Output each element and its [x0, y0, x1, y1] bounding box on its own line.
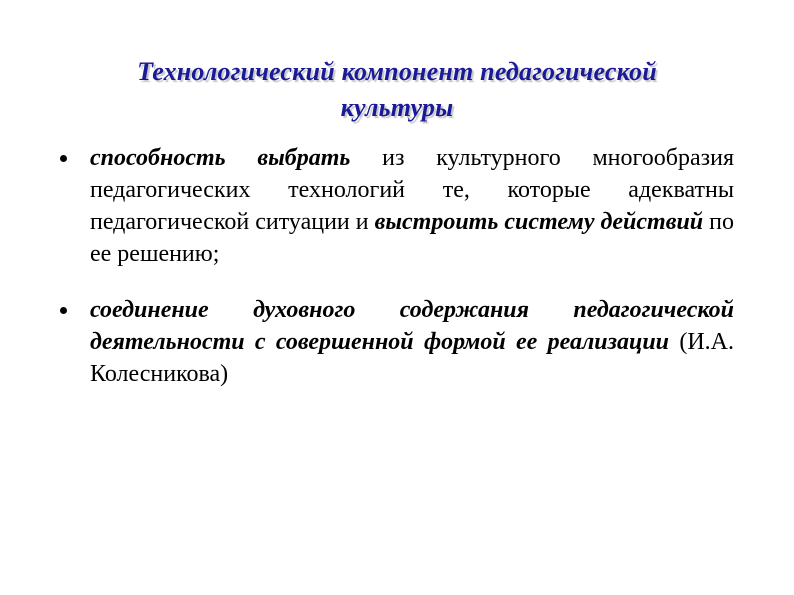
bullet-emphasis: способность выбрать: [90, 145, 351, 171]
slide-title: [60, 54, 734, 126]
bullet-dot-icon: [60, 307, 67, 314]
bullet-text: (И.А. Колесникова): [90, 329, 734, 387]
slide-title-line-1: Технологический компонент педагогической: [137, 57, 657, 86]
bullet-item-combination: [54, 294, 734, 390]
bullet-text: из культурного многообразия педагогических технологий те, которые адекватны педагогической ситуации и: [90, 145, 734, 235]
bullet-emphasis: соединение духовного содержания педагогической деятельности с совершенной формой ее реализации: [90, 297, 734, 355]
bullet-list: [54, 142, 734, 390]
bullet-item-ability: [54, 142, 734, 270]
slide-title-line-2: культуры: [340, 93, 454, 122]
bullet-emphasis: выстроить систему действий: [374, 209, 704, 235]
bullet-dot-icon: [60, 155, 67, 162]
bullet-text: по ее решению;: [90, 209, 734, 267]
